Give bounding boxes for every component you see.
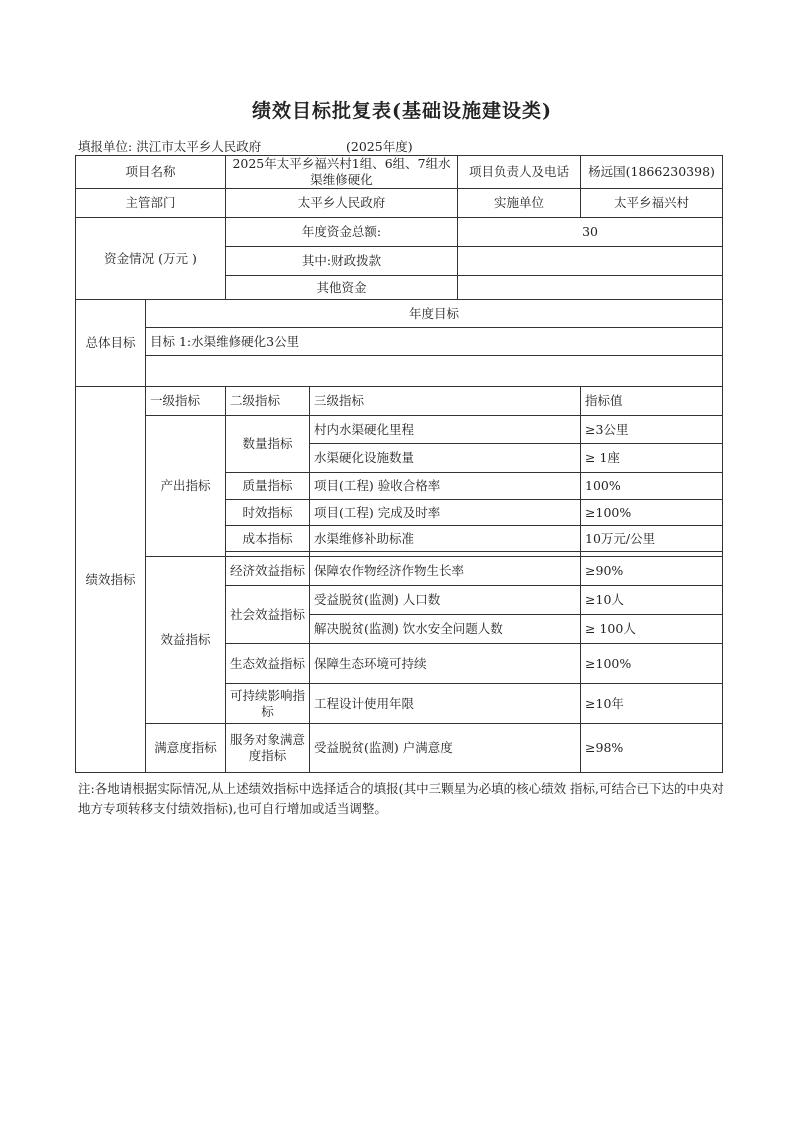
table-row: [76, 218, 723, 247]
goal-text: 目标 1:水渠维修硬化3公里: [146, 328, 723, 356]
goal-label: 总体目标: [76, 300, 146, 387]
satis2-label: 服务对象满意度指标: [226, 724, 310, 773]
satis-value: ≥98%: [581, 724, 723, 773]
funds-fiscal-label: 其中:财政拨款: [226, 247, 458, 276]
social2-value: ≥ 100人: [581, 615, 723, 644]
econ-value: ≥90%: [581, 557, 723, 586]
meta-line: [78, 137, 413, 155]
sustain-value: ≥10年: [581, 684, 723, 724]
page-title: 绩效目标批复表(基础设施建设类): [252, 100, 552, 122]
qty1-name: 村内水渠硬化里程: [310, 416, 581, 444]
header-level2: 二级指标: [226, 387, 310, 416]
time-name: 项目(工程) 完成及时率: [310, 500, 581, 526]
econ-name: 保障农作物经济作物生长率: [310, 557, 581, 586]
table-row: [76, 416, 723, 444]
funds-other-label: 其他资金: [226, 276, 458, 300]
unit-value: 洪江市太平乡人民政府: [136, 139, 262, 154]
qty2-name: 水渠硬化设施数量: [310, 444, 581, 473]
year-label: (2025年度): [346, 139, 413, 154]
dept-label: 主管部门: [76, 189, 226, 218]
funds-fiscal-value: [458, 247, 723, 276]
social2-name: 解决脱贫(监测) 饮水安全问题人数: [310, 615, 581, 644]
social-label: 社会效益指标: [226, 586, 310, 644]
impl-value: 太平乡福兴村: [581, 189, 723, 218]
table-row: [76, 300, 723, 328]
funds-total-label: 年度资金总额:: [226, 218, 458, 247]
funds-label: 资金情况 (万元 ): [76, 218, 226, 300]
output-label: 产出指标: [146, 416, 226, 557]
sustain-label: 可持续影响指标: [226, 684, 310, 724]
footnote: 注:各地请根据实际情况,从上述绩效指标中选择适合的填报(其中三颗星为必填的核心绩效 指标,可结合已下达的中央对地方专项转移支付绩效指标),也可自行增加或适当调整。: [78, 781, 725, 816]
econ-label: 经济效益指标: [226, 557, 310, 586]
benefit-label: 效益指标: [146, 557, 226, 724]
eco-name: 保障生态环境可持续: [310, 644, 581, 684]
header-value: 指标值: [581, 387, 723, 416]
satis-label: 满意度指标: [146, 724, 226, 773]
quality-label: 质量指标: [226, 473, 310, 500]
table-row: [76, 356, 723, 387]
social1-value: ≥10人: [581, 586, 723, 615]
cost-label: 成本指标: [226, 526, 310, 552]
project-name-label: 项目名称: [76, 156, 226, 189]
satis-name: 受益脱贫(监测) 户满意度: [310, 724, 581, 773]
time-value: ≥100%: [581, 500, 723, 526]
goal-header: 年度目标: [146, 300, 723, 328]
leader-label: 项目负责人及电话: [458, 156, 581, 189]
eco-value: ≥100%: [581, 644, 723, 684]
table-row: [76, 724, 723, 773]
project-name-value: 2025年太平乡福兴村1组、6组、7组水渠维修硬化: [226, 156, 458, 189]
header-level3: 三级指标: [310, 387, 581, 416]
header-level1: 一级指标: [146, 387, 226, 416]
table-row: [76, 328, 723, 356]
eco-label: 生态效益指标: [226, 644, 310, 684]
goal-empty: [146, 356, 723, 387]
qty1-value: ≥3公里: [581, 416, 723, 444]
quality-name: 项目(工程) 验收合格率: [310, 473, 581, 500]
cost-value: 10万元/公里: [581, 526, 723, 552]
table-row: [76, 387, 723, 416]
table-row: [76, 557, 723, 586]
qty-label: 数量指标: [226, 416, 310, 473]
cost-name: 水渠维修补助标准: [310, 526, 581, 552]
funds-total-value: 30: [458, 218, 723, 247]
impl-label: 实施单位: [458, 189, 581, 218]
table-row: [76, 189, 723, 218]
funds-other-value: [458, 276, 723, 300]
quality-value: 100%: [581, 473, 723, 500]
perf-label: 绩效指标: [76, 387, 146, 773]
social1-name: 受益脱贫(监测) 人口数: [310, 586, 581, 615]
qty2-value: ≥ 1座: [581, 444, 723, 473]
leader-value: 杨远国(1866230398): [581, 156, 723, 189]
sustain-name: 工程设计使用年限: [310, 684, 581, 724]
unit-label: 填报单位:: [78, 139, 133, 154]
time-label: 时效指标: [226, 500, 310, 526]
dept-value: 太平乡人民政府: [226, 189, 458, 218]
performance-table: [75, 155, 723, 773]
table-row: [76, 156, 723, 189]
